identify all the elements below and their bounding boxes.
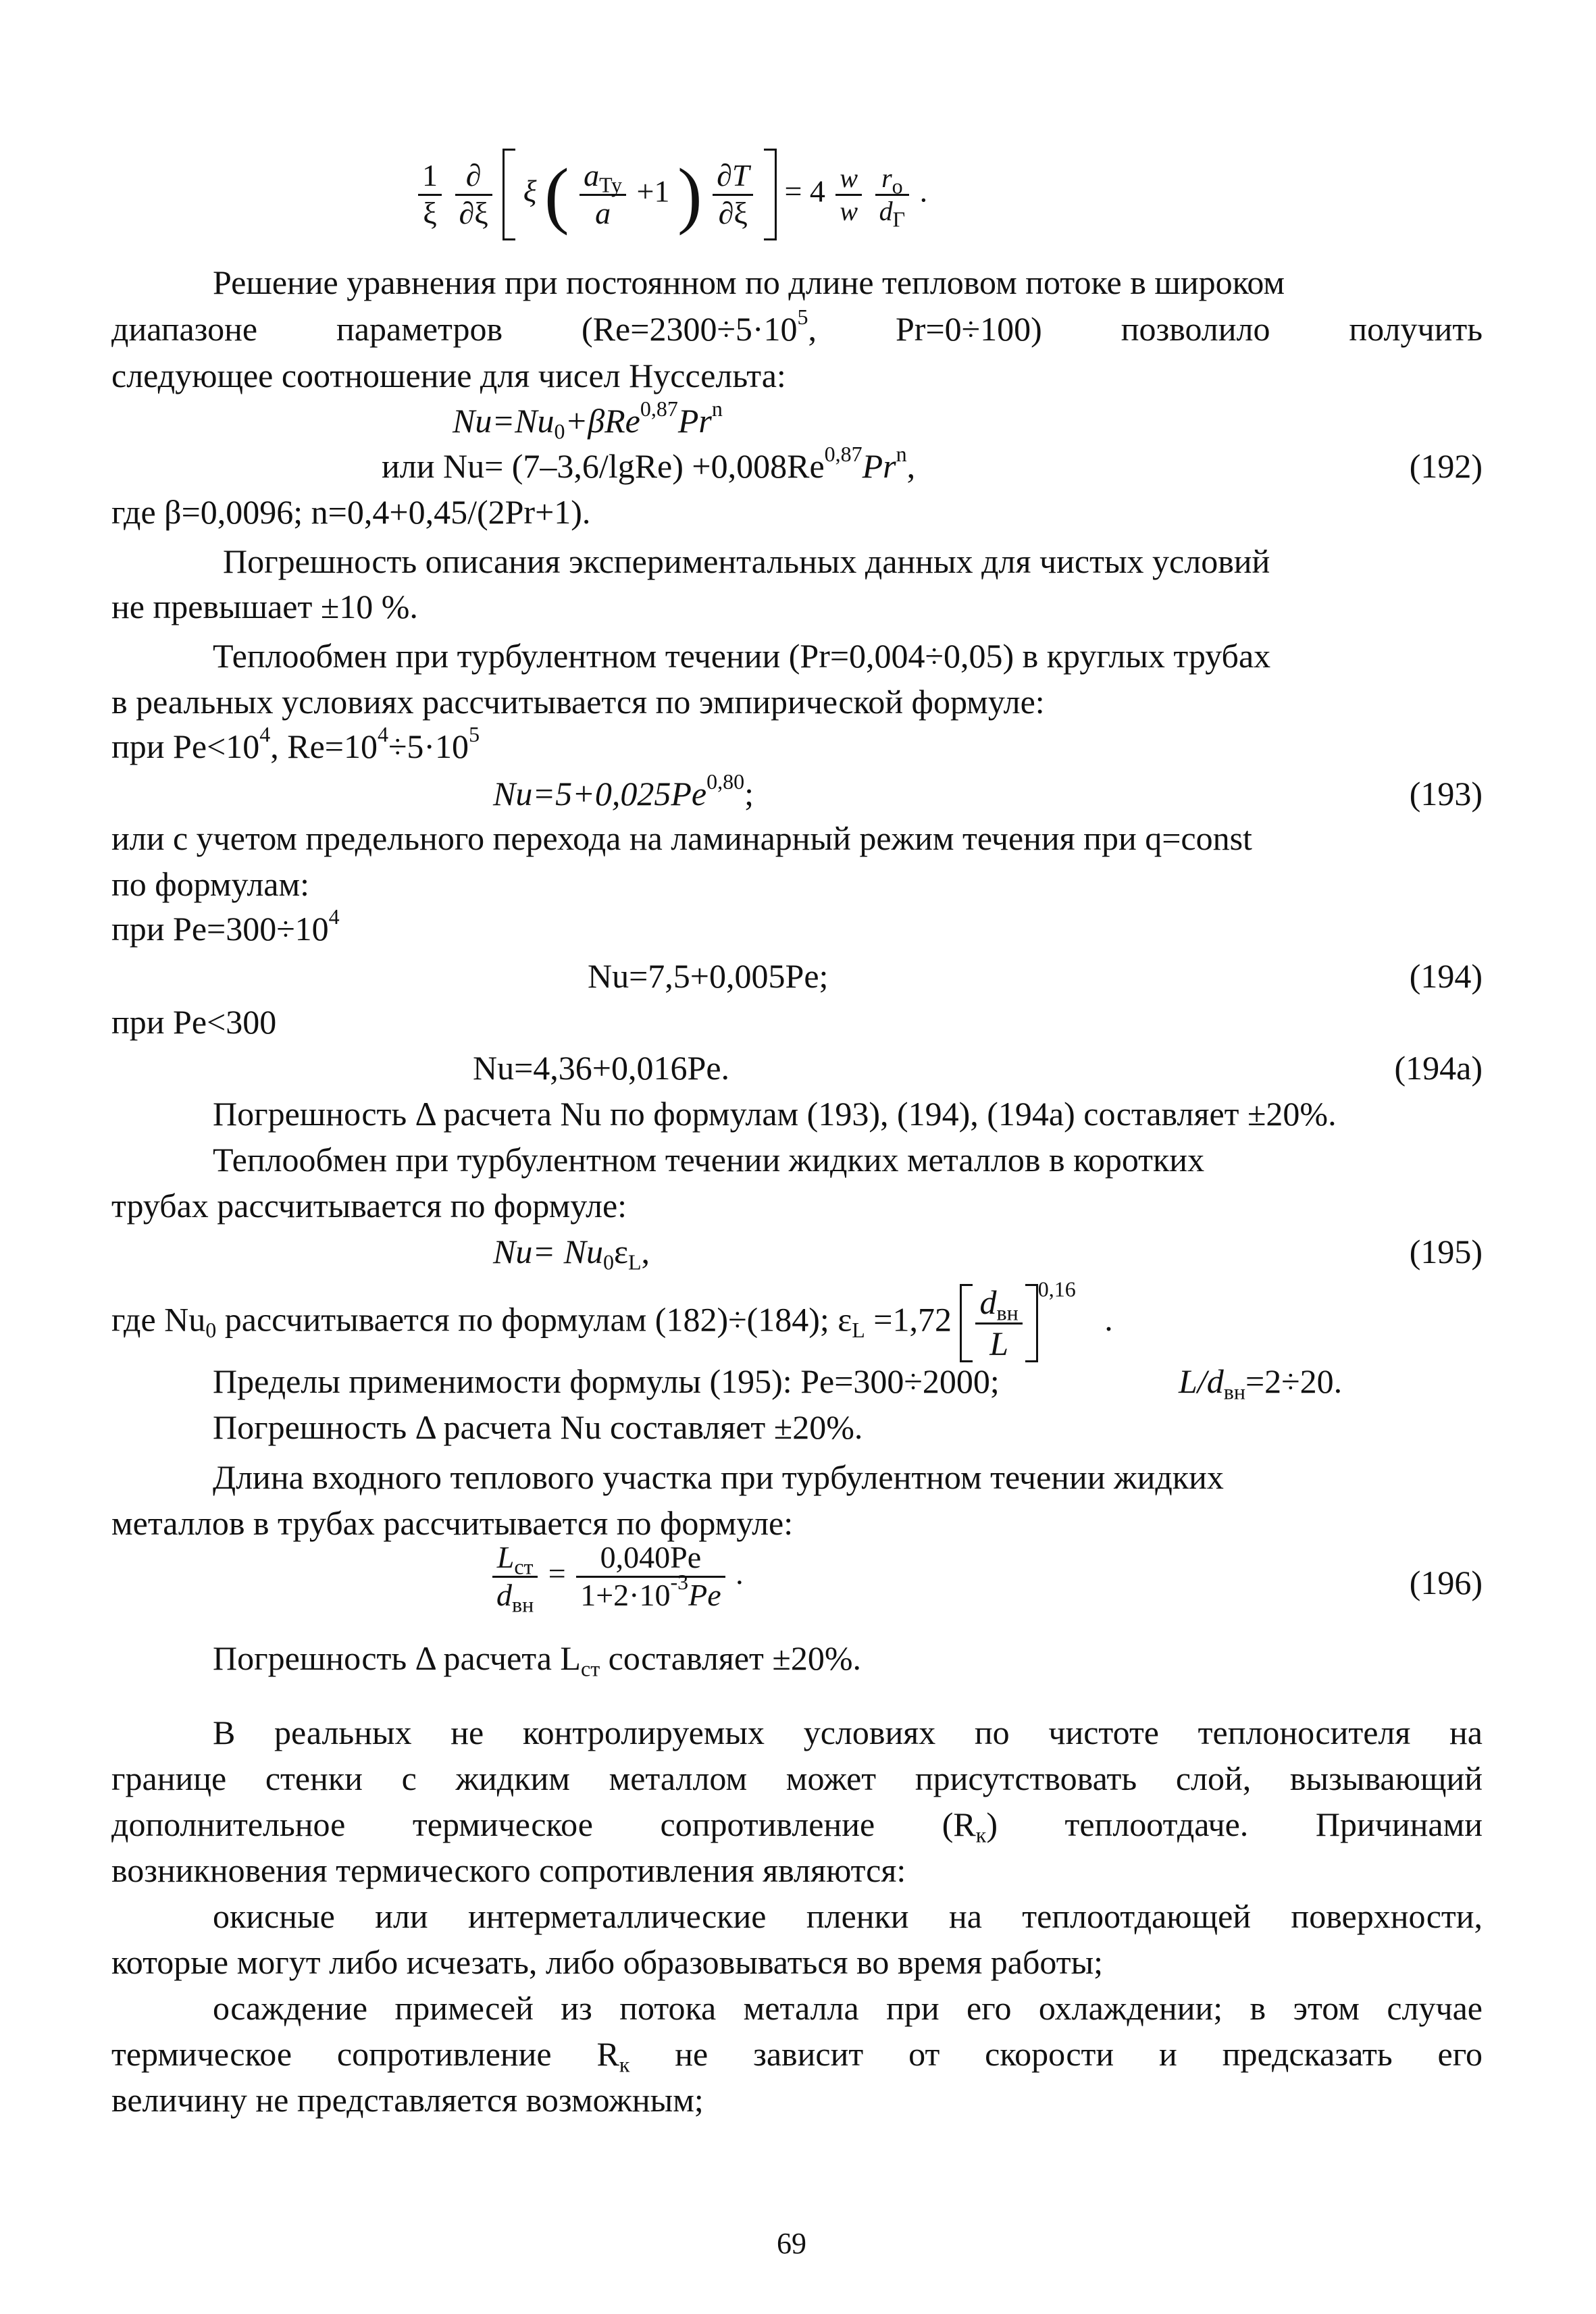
text-line: где β=0,0096; n=0,4+0,45/(2Pr+1).: [111, 493, 591, 531]
right-square-bracket: [764, 149, 777, 240]
page-number: 69: [777, 2227, 806, 2260]
text-line: которые могут либо исчезать, либо образовываться во время работы;: [111, 1943, 1104, 1981]
text-line: диапазоне параметров ($Re=2300\div 5\cdot 10^5$, Pr=0÷100) позволило получить: [111, 305, 1483, 348]
text-line: где $Nu_0$ рассчитывается по формулам (182)÷(184); $\varepsilon_L =1,72$ $\frac{d_{вн}}{L}$ $^{0,16}$ .: [111, 1277, 1113, 1362]
equation-192: или Nu= (7–3,6/lgRe) $+0,008Re^{0,87}Pr^n$,: [382, 442, 916, 485]
equation-number: (192): [1409, 447, 1483, 485]
text-line: по формулам:: [111, 865, 310, 903]
text-line: Погрешность Δ расчета Nu составляет ±20%.: [213, 1408, 863, 1446]
equation-194: Nu=7,5+0,005Pe;: [588, 957, 829, 995]
text-line: термическое сопротивление $R_к$ не зависит от скорости и предсказать его: [111, 2035, 1483, 2077]
text-line: Погрешность Δ расчета $L_{ст}$ составляет ±20%.: [213, 1639, 861, 1681]
text-line: при $Pe<10^4$, $Re=10^4\div 5\cdot 10^5$: [111, 722, 480, 765]
text-line: возникновения термического сопротивления являются:: [111, 1851, 906, 1889]
equation-196: $\frac{L_{ст}}{d_{вн}}$ = $\frac{0,040Pe}{1+2\cdot 10^{-3}Pe}$ .: [490, 1540, 744, 1614]
text-line: окисные или интерметаллические пленки на теплоотдающей поверхности,: [213, 1897, 1483, 1935]
frac-r-d: $\frac{r_о}{d_Г}$: [875, 163, 910, 227]
equation-top: $\frac{1}{\xi}$ $\frac{\partial}{\partial\xi}$ ξ ( $\frac{a_{Ту}}{a}$ +1 ) $\frac{\partial T}{\partial\xi}$ = 4 $\frac{w}{w}$ $\frac{r_о}{d_Г}$ .: [415, 149, 927, 240]
text-line: величину не представляется возможным;: [111, 2081, 704, 2119]
equation-number: (194a): [1394, 1049, 1483, 1087]
text-line: осаждение примесей из потока металла при его охлаждении; в этом случае: [213, 1989, 1483, 2027]
text-line: или с учетом предельного перехода на ламинарный режим течения при q=const: [111, 819, 1252, 857]
text-line: при $Pe=300\div 10^4$: [111, 904, 340, 948]
text-line: В реальных не контролируемых условиях по чистоте теплоносителя на: [213, 1714, 1483, 1751]
left-square-bracket: [960, 1284, 973, 1362]
frac-L-d: $\frac{L_{ст}}{d_{вн}}$: [492, 1540, 538, 1614]
equation-number: (193): [1409, 775, 1483, 813]
text-line: Погрешность описания экспериментальных данных для чистых условий: [223, 542, 1270, 580]
plus-one: +1: [636, 174, 670, 209]
equals-four: = 4: [784, 174, 825, 209]
text-line: дополнительное термическое сопротивление $(R_к)$ теплоотдаче. Причинами: [111, 1805, 1483, 1847]
equation-number: (195): [1409, 1233, 1483, 1270]
text-line: Длина входного теплового участка при турбулентном течении жидких: [213, 1458, 1224, 1496]
equation-number: (196): [1409, 1564, 1483, 1601]
text-line: металлов в трубах рассчитывается по формуле:: [111, 1504, 794, 1542]
text-line: не превышает ±10 %.: [111, 588, 418, 625]
text-line: Теплообмен при турбулентном течении жидких металлов в коротких: [213, 1141, 1205, 1179]
right-square-bracket: [1025, 1284, 1038, 1362]
left-square-bracket: [503, 149, 515, 240]
equation-195: $Nu= Nu_0\varepsilon_L$,: [493, 1233, 650, 1275]
frac-pe: $\frac{0,040Pe}{1+2\cdot 10^{-3}Pe}$: [576, 1540, 725, 1614]
text-line: трубах рассчитывается по формуле:: [111, 1187, 627, 1225]
left-paren: (: [544, 153, 569, 236]
text-line: Теплообмен при турбулентном течении (Pr=0,004÷0,05) в круглых трубах: [213, 637, 1271, 675]
text-line: следующее соотношение для чисел Нуссельта:: [111, 357, 786, 394]
text-line: Погрешность Δ расчета Nu по формулам (193), (194), (194a) составляет ±20%.: [213, 1095, 1337, 1133]
text-line: границе стенки с жидким металлом может присутствовать слой, вызывающий: [111, 1759, 1483, 1797]
frac-w-w: $\frac{w}{w}$: [835, 163, 862, 227]
text-line: Решение уравнения при постоянном по длине тепловом потоке в широком: [213, 263, 1285, 301]
text-line: Пределы применимости формулы (195): Pe=300÷2000;: [213, 1362, 1000, 1400]
frac-1-xi: $\frac{1}{\xi}$: [418, 158, 442, 232]
frac-d-dxi: $\frac{\partial}{\partial\xi}$: [455, 158, 492, 232]
text-line: в реальных условиях рассчитывается по эмпирической формуле:: [111, 683, 1045, 721]
frac-d-L: $\frac{d_{вн}}{L}$: [975, 1283, 1022, 1363]
text-line: $L/d_{вн}=2\div 20$.: [1179, 1362, 1343, 1404]
equation-194a: Nu=4,36+0,016Pe.: [473, 1049, 730, 1087]
text-line: при Pe<300: [111, 1003, 277, 1041]
frac-aty-a: $\frac{a_{Ту}}{a}$: [580, 158, 626, 232]
right-paren: ): [677, 153, 702, 236]
equation-number: (194): [1409, 957, 1483, 995]
equation-193: Nu=5+0,025Pe$^{0,80}$;: [493, 769, 754, 813]
equation-nu: $Nu=Nu_0+\beta Re^{0,87}Pr^n$: [453, 396, 723, 444]
frac-dT-dxi: $\frac{\partial T}{\partial\xi}$: [713, 158, 753, 232]
xi-symbol: ξ: [523, 174, 537, 209]
